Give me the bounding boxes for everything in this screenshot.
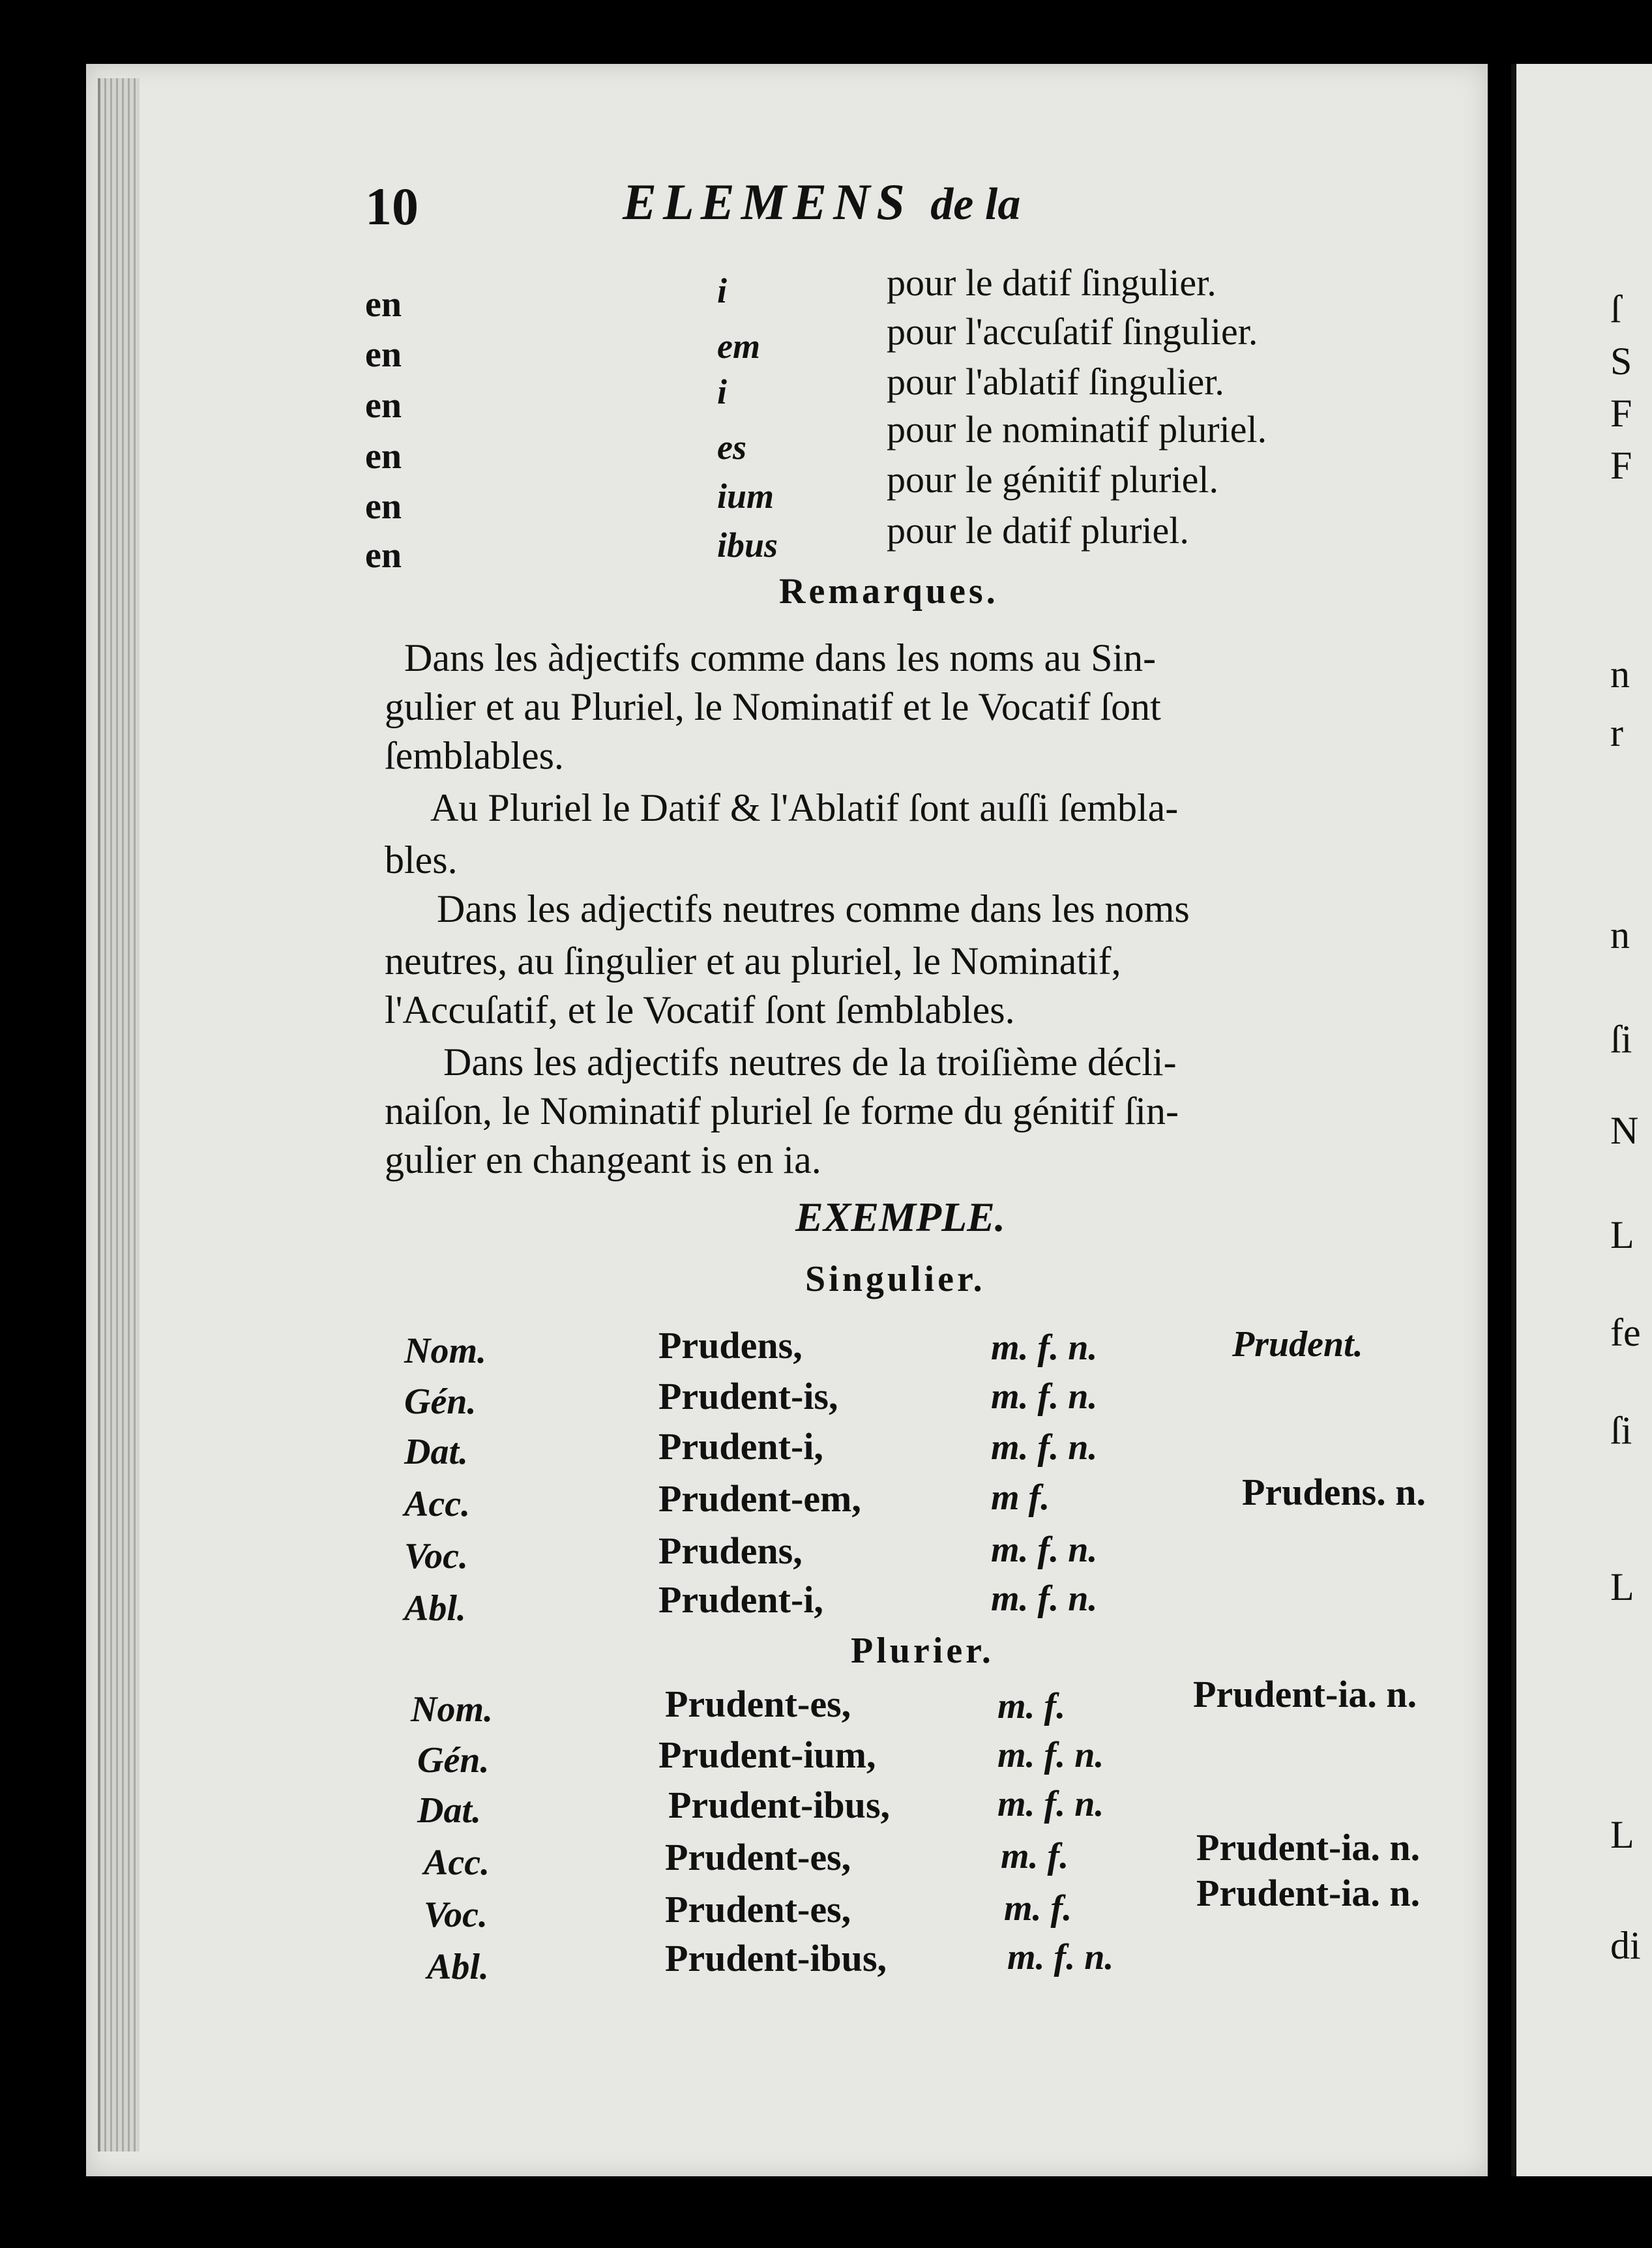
exemple-heading: EXEMPLE. — [795, 1194, 1005, 1240]
declension-form: Prudent-es, — [665, 1683, 851, 1725]
paragraph-line: gulier en changeant is en ia. — [385, 1138, 821, 1181]
neuter-form: Prudent-ia. n. — [1196, 1826, 1421, 1869]
ending-suffix: i — [717, 271, 728, 310]
neuter-form: Prudent-ia. n. — [1193, 1673, 1417, 1715]
gender-marks: m. f. n. — [991, 1376, 1098, 1417]
plurier-heading: Plurier. — [851, 1631, 994, 1671]
ending-description: pour le datif pluriel. — [887, 509, 1189, 552]
case-label: Dat. — [417, 1790, 481, 1831]
ending-prefix: en — [365, 535, 402, 576]
case-label: Acc. — [424, 1842, 490, 1883]
facing-page-fragment: n — [1610, 653, 1630, 696]
paragraph-line: Au Pluriel le Datif & l'Ablatif ſont auſſi ſembla- — [430, 786, 1179, 829]
ending-suffix: em — [717, 327, 760, 366]
case-label: Abl. — [404, 1588, 466, 1629]
declension-form: Prudent-ibus, — [665, 1937, 887, 1979]
ending-prefix: en — [365, 385, 402, 426]
facing-page-fragment: N — [1610, 1109, 1639, 1152]
paragraph-line: l'Accuſatif, et le Vocatif ſont ſemblables. — [385, 988, 1015, 1031]
case-label: Acc. — [404, 1484, 471, 1524]
declension-form: Prudent-is, — [658, 1375, 838, 1417]
gender-marks: m f. — [991, 1477, 1050, 1518]
ending-prefix: en — [365, 284, 402, 325]
gender-marks: m. f. — [1004, 1888, 1072, 1929]
neuter-form: Prudent-ia. n. — [1196, 1872, 1421, 1914]
running-head-main: ELEMENS — [623, 173, 911, 230]
ending-description: pour l'ablatif ſingulier. — [887, 361, 1224, 403]
ending-suffix: ibus — [717, 525, 778, 565]
gender-marks: m. f. n. — [991, 1327, 1098, 1368]
neuter-form: Prudent. — [1232, 1324, 1363, 1365]
ending-suffix: es — [717, 428, 746, 467]
facing-page-fragment: di — [1610, 1924, 1641, 1967]
facing-page-fragment: n — [1610, 913, 1630, 956]
gender-marks: m. f. n. — [991, 1578, 1098, 1619]
running-head — [623, 173, 1020, 231]
ending-description: pour le génitif pluriel. — [887, 458, 1218, 501]
case-label: Abl. — [427, 1947, 489, 1987]
facing-page-fragment: F — [1610, 392, 1632, 435]
ending-prefix: en — [365, 486, 402, 527]
ending-description: pour le nominatif pluriel. — [887, 408, 1267, 451]
remarques-heading: Remarques. — [779, 571, 999, 612]
declension-form: Prudent-es, — [665, 1836, 851, 1878]
declension-form: Prudent-ium, — [658, 1734, 876, 1776]
facing-page-fragment: fe — [1610, 1311, 1641, 1354]
ending-suffix: i — [717, 372, 728, 411]
facing-page-fragment: S — [1610, 340, 1632, 383]
facing-page-fragment: ſi — [1610, 1409, 1632, 1452]
ending-description: pour le datif ſingulier. — [887, 261, 1217, 304]
page-number: 10 — [365, 177, 419, 236]
case-label: Nom. — [411, 1689, 493, 1730]
facing-page-fragment: r — [1610, 711, 1623, 754]
gender-marks: m. f. n. — [1007, 1937, 1114, 1977]
gender-marks: m. f. — [997, 1686, 1066, 1726]
ending-prefix: en — [365, 436, 402, 477]
declension-form: Prudent-em, — [658, 1477, 861, 1520]
declension-form: Prudent-ibus, — [668, 1784, 891, 1826]
paragraph-line: naiſon, le Nominatif pluriel ſe forme du génitif ſin- — [385, 1089, 1179, 1132]
case-label: Nom. — [404, 1331, 486, 1371]
facing-page-fragment: F — [1610, 444, 1632, 487]
facing-page-fragment: ſi — [1610, 1018, 1632, 1061]
facing-page-fragment: ſ — [1610, 288, 1621, 331]
gender-marks: m. f. n. — [997, 1784, 1104, 1824]
facing-page-fragment: L — [1610, 1213, 1634, 1256]
page-edge-stack — [98, 78, 140, 2152]
gender-marks: m. f. n. — [991, 1530, 1098, 1570]
paragraph-line: Dans les adjectifs neutres comme dans les noms — [437, 887, 1190, 930]
ending-description: pour l'accuſatif ſingulier. — [887, 310, 1258, 353]
paragraph-line: Dans les àdjectifs comme dans les noms au Sin- — [404, 636, 1157, 679]
gender-marks: m. f. n. — [997, 1735, 1104, 1775]
case-label: Voc. — [424, 1895, 488, 1935]
neuter-form: Prudens. n. — [1242, 1471, 1426, 1513]
gender-marks: m. f. n. — [991, 1427, 1098, 1468]
case-label: Gén. — [404, 1382, 477, 1422]
paragraph-line: gulier et au Pluriel, le Nominatif et le Vocatif ſont — [385, 685, 1161, 728]
declension-form: Prudens, — [658, 1530, 803, 1572]
facing-page-fragment: L — [1610, 1565, 1634, 1608]
ending-prefix: en — [365, 334, 402, 375]
facing-page-fragment: L — [1610, 1813, 1634, 1856]
ending-suffix: ium — [717, 477, 774, 516]
case-label: Voc. — [404, 1536, 468, 1576]
paragraph-line: bles. — [385, 838, 458, 881]
declension-form: Prudent-i, — [658, 1578, 823, 1621]
paragraph-line: ſemblables. — [385, 734, 564, 777]
declension-form: Prudent-i, — [658, 1425, 823, 1468]
declension-form: Prudens, — [658, 1324, 803, 1367]
singulier-heading: Singulier. — [805, 1259, 986, 1299]
paragraph-line: Dans les adjectifs neutres de la troiſième décli- — [443, 1041, 1177, 1084]
declension-form: Prudent-es, — [665, 1888, 851, 1930]
running-head-tail: de la — [930, 179, 1021, 229]
paragraph-line: neutres, au ſingulier et au pluriel, le Nominatif, — [385, 939, 1121, 983]
gender-marks: m. f. — [1001, 1836, 1069, 1876]
case-label: Dat. — [404, 1432, 468, 1472]
case-label: Gén. — [417, 1740, 490, 1781]
